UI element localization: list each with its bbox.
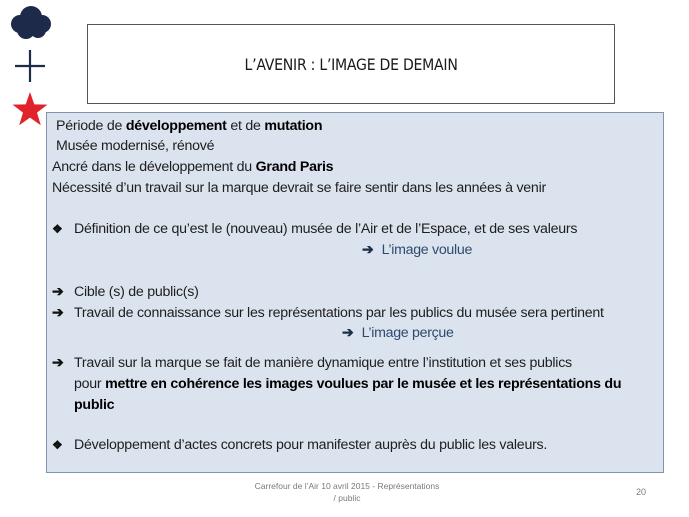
arrow-icon: ➔ xyxy=(52,355,64,371)
title-box xyxy=(87,24,615,104)
footer-text xyxy=(240,480,454,504)
arrow-item-travail-connaissance xyxy=(52,305,604,321)
text-travail-marque: Travail sur la marque se fait de manière dynamique entre l’institution et ses publics xyxy=(74,355,572,371)
text-image-voulue: L’image voulue xyxy=(381,242,473,258)
arrow-icon: ➔ xyxy=(52,305,64,321)
arrow-icon: ➔ xyxy=(362,242,374,258)
arrow-item-cible xyxy=(52,284,199,300)
text-definition: Définition de ce qu’est le (nouveau) musée de l’Air et de l’Espace, et de ses valeurs xyxy=(74,221,578,237)
image-percue-item xyxy=(342,325,454,341)
text-ancre-b: Grand Paris xyxy=(255,159,334,175)
text-period-a: Période de xyxy=(56,118,126,134)
text-coherence-a: pour xyxy=(74,376,106,392)
star-icon xyxy=(13,92,48,125)
text-image-percue: L’image perçue xyxy=(361,325,454,341)
text-period-c: et de xyxy=(226,118,265,134)
diamond-item-definition xyxy=(52,221,577,237)
text-line-musee: Musée modernisé, rénové xyxy=(56,138,215,154)
footer-line-2: / public xyxy=(333,493,361,503)
text-public: public xyxy=(74,397,115,413)
text-ancre-a: Ancré dans le développement du xyxy=(52,159,256,175)
text-cible: Cible (s) de public(s) xyxy=(74,284,199,300)
cloud-icon xyxy=(11,6,51,39)
diamond-bullet-icon: ❖ xyxy=(52,222,63,236)
arrow-icon: ➔ xyxy=(342,325,354,341)
text-line-ancre xyxy=(52,159,333,175)
image-voulue-item xyxy=(362,242,472,258)
text-developpement: Développement d’actes concrets pour manifester auprès du public les valeurs. xyxy=(74,437,548,453)
diamond-bullet-icon: ❖ xyxy=(52,438,63,452)
text-travail-connaissance: Travail de connaissance sur les représentations par les publics du musée sera pertinent xyxy=(74,305,604,321)
text-line-period xyxy=(56,118,322,134)
cross-icon xyxy=(15,50,45,82)
arrow-item-travail-marque xyxy=(52,355,572,371)
text-period-d: mutation xyxy=(264,118,323,134)
footer-line-1: Carrefour de l’Air 10 avril 2015 - Représentations xyxy=(254,481,440,491)
arrow-icon: ➔ xyxy=(52,284,64,300)
diamond-item-developpement xyxy=(52,437,547,453)
text-line-public xyxy=(74,397,114,413)
page-number: 20 xyxy=(636,487,647,497)
slide-title: L’AVENIR : L’IMAGE DE DEMAIN xyxy=(244,54,458,74)
text-line-necessite: Nécessité d’un travail sur la marque devrait se faire sentir dans les années à venir xyxy=(52,180,546,196)
text-line-coherence xyxy=(74,376,621,392)
text-period-b: développement xyxy=(125,118,227,134)
text-coherence-b: mettre en cohérence les images voulues par le musée et les représentations du xyxy=(105,376,622,392)
